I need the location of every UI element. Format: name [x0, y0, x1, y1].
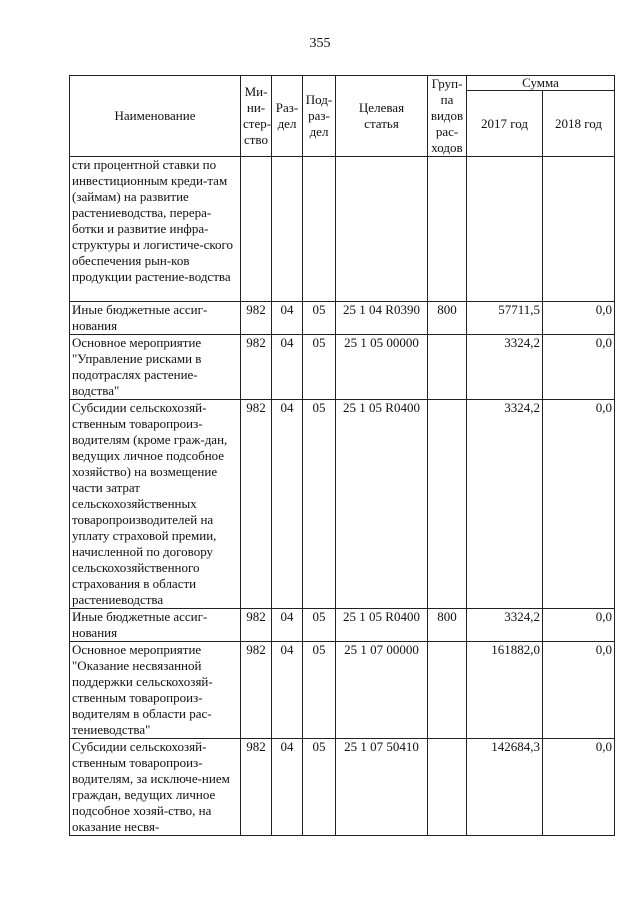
- row-target: 25 1 05 00000: [336, 335, 428, 400]
- row-ministry: 982: [241, 335, 272, 400]
- row-sum-2018: [543, 157, 615, 302]
- row-section: 04: [272, 302, 303, 335]
- row-sum-2018: 0,0: [543, 642, 615, 739]
- row-name: Основное мероприятие "Оказание несвязанной поддержки сельскохозяй-ственным товаропроиз-водителям в области рас-тениеводства": [70, 642, 241, 739]
- header-name: Наименование: [70, 76, 241, 157]
- row-target: 25 1 05 R0400: [336, 609, 428, 642]
- row-ministry: 982: [241, 302, 272, 335]
- row-sum-2018: 0,0: [543, 739, 615, 836]
- row-section: 04: [272, 335, 303, 400]
- table-row: [70, 302, 615, 335]
- header-year-2017: 2017 год: [467, 91, 543, 157]
- row-subsection: 05: [303, 400, 336, 609]
- row-group: [428, 642, 467, 739]
- header-section-label: Раз- дел: [275, 100, 299, 131]
- row-group: 800: [428, 302, 467, 335]
- row-target: 25 1 07 50410: [336, 739, 428, 836]
- table-row: [70, 400, 615, 609]
- row-group: [428, 400, 467, 609]
- row-sum-2017: 161882,0: [467, 642, 543, 739]
- row-name: сти процентной ставки по инвестиционным креди-там (займам) на развитие растениеводства, перера-ботки и развитие инфра-структуры и логистиче-ского обеспечения рын-ков продукции растение-водства: [70, 157, 241, 302]
- row-sum-2018: 0,0: [543, 400, 615, 609]
- header-target: [336, 76, 428, 157]
- row-subsection: 05: [303, 302, 336, 335]
- row-sum-2017: 3324,2: [467, 335, 543, 400]
- row-sum-2017: 3324,2: [467, 400, 543, 609]
- row-subsection: 05: [303, 739, 336, 836]
- table-row: [70, 739, 615, 836]
- row-target: 25 1 05 R0400: [336, 400, 428, 609]
- budget-table: [69, 75, 615, 836]
- row-sum-2018: 0,0: [543, 302, 615, 335]
- row-target: 25 1 07 00000: [336, 642, 428, 739]
- row-name: Иные бюджетные ассиг-нования: [70, 609, 241, 642]
- row-sum-2017: 57711,5: [467, 302, 543, 335]
- row-sum-2017: [467, 157, 543, 302]
- row-ministry: 982: [241, 609, 272, 642]
- header-target-label: Целевая статья: [358, 100, 405, 131]
- row-group: [428, 335, 467, 400]
- row-name: Иные бюджетные ассиг-нования: [70, 302, 241, 335]
- table-row: [70, 157, 615, 302]
- header-ministry: [241, 76, 272, 157]
- header-subsection-label: Под- раз- дел: [305, 92, 333, 139]
- row-section: 04: [272, 642, 303, 739]
- row-ministry: 982: [241, 400, 272, 609]
- row-target: 25 1 04 R0390: [336, 302, 428, 335]
- row-subsection: 05: [303, 642, 336, 739]
- row-section: 04: [272, 400, 303, 609]
- header-year-2018: 2018 год: [543, 91, 615, 157]
- row-sum-2018: 0,0: [543, 335, 615, 400]
- row-section: 04: [272, 609, 303, 642]
- table-row: [70, 335, 615, 400]
- row-target: [336, 157, 428, 302]
- header-sum: Сумма: [467, 76, 615, 91]
- header-subsection: [303, 76, 336, 157]
- row-subsection: 05: [303, 609, 336, 642]
- row-group: 800: [428, 609, 467, 642]
- row-name: Субсидии сельскохозяй-ственным товаропроиз-водителям, за исключе-нием граждан, ведущих личное подсобное хозяй-ство, на оказание несвя-: [70, 739, 241, 836]
- header-section: [272, 76, 303, 157]
- row-group: [428, 157, 467, 302]
- page-number: 355: [309, 36, 331, 51]
- table-row: [70, 609, 615, 642]
- row-subsection: 05: [303, 335, 336, 400]
- table-row: [70, 642, 615, 739]
- header-group-label: Груп- па видов рас- ходов: [430, 76, 464, 155]
- row-subsection: [303, 157, 336, 302]
- row-sum-2017: 142684,3: [467, 739, 543, 836]
- row-section: [272, 157, 303, 302]
- table-header: [70, 76, 615, 157]
- row-sum-2017: 3324,2: [467, 609, 543, 642]
- row-name: Основное мероприятие "Управление рисками в подотраслях растение-водства": [70, 335, 241, 400]
- row-ministry: [241, 157, 272, 302]
- row-group: [428, 739, 467, 836]
- row-ministry: 982: [241, 739, 272, 836]
- row-ministry: 982: [241, 642, 272, 739]
- header-ministry-label: Ми- ни- стер- ство: [243, 84, 272, 147]
- row-name: Субсидии сельскохозяй-ственным товаропроиз-водителям (кроме граж-дан, ведущих личное подсобное хозяйство) на возмещение части затрат сельскохозяйственных товаропроизводителей на уплату страховой премии, начисленной по договору сельскохозяйственного страхования в области растениеводства: [70, 400, 241, 609]
- row-sum-2018: 0,0: [543, 609, 615, 642]
- row-section: 04: [272, 739, 303, 836]
- header-group: [428, 76, 467, 157]
- table-body: [70, 157, 615, 836]
